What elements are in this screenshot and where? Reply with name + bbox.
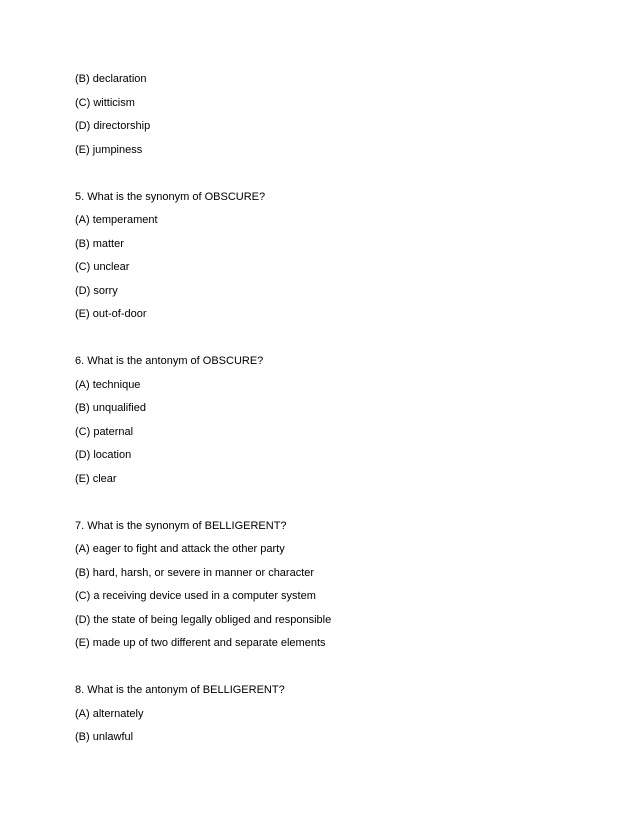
option: (B) matter <box>75 237 124 250</box>
question-block-8 <box>75 684 595 744</box>
option: (A) temperament <box>75 214 158 226</box>
question-prompt: 7. What is the synonym of BELLIGERENT? <box>75 519 287 532</box>
option: (E) made up of two different and separate elements <box>75 637 326 649</box>
option: (A) technique <box>75 378 141 391</box>
option: (C) a receiving device used in a computer system <box>75 590 316 602</box>
option: (C) paternal <box>75 425 134 438</box>
option: (B) unqualified <box>75 402 146 414</box>
continued-options <box>75 73 595 157</box>
question-prompt: 8. What is the antonym of BELLIGERENT? <box>75 684 285 696</box>
option: (B) declaration <box>75 73 147 85</box>
option: (C) witticism <box>75 96 135 109</box>
option: (B) unlawful <box>75 731 134 743</box>
option: (C) unclear <box>75 261 130 273</box>
question-block-7 <box>75 520 595 651</box>
option: (E) clear <box>75 472 117 485</box>
question-prompt: 5. What is the synonym of OBSCURE? <box>75 190 266 203</box>
question-prompt: 6. What is the antonym of OBSCURE? <box>75 355 264 367</box>
option: (A) alternately <box>75 707 144 720</box>
option: (E) out-of-door <box>75 308 147 320</box>
page-content <box>75 73 595 744</box>
option: (D) the state of being legally obliged and responsible <box>75 613 332 626</box>
option: (D) directorship <box>75 120 151 132</box>
option: (D) location <box>75 449 132 461</box>
option: (A) eager to fight and attack the other party <box>75 543 285 555</box>
option: (E) jumpiness <box>75 143 143 156</box>
option: (B) hard, harsh, or severe in manner or character <box>75 566 315 579</box>
option: (D) sorry <box>75 284 118 297</box>
question-block-6 <box>75 355 595 486</box>
question-block-5 <box>75 191 595 322</box>
